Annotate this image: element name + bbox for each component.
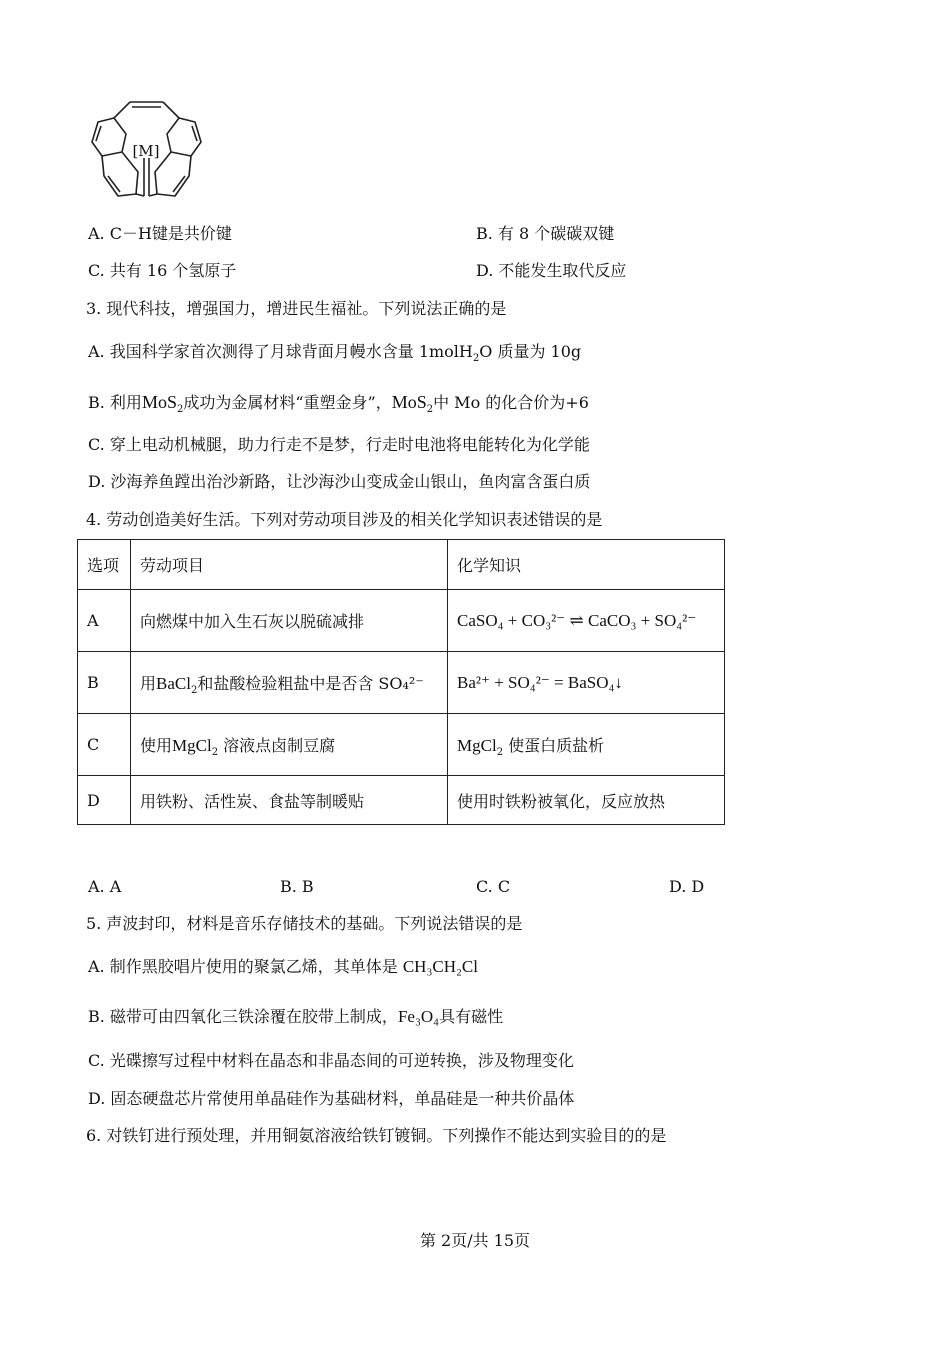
metal-label: [M] [132,142,160,160]
row-option: C [78,714,131,776]
page-footer: 第 2页/共 15页 [419,1231,531,1250]
table-row [78,590,725,652]
q4-answer-b: B. B [280,877,314,896]
q3-option-b: B. 利用MoS$_2$成功为金属材料“重塑金身”，MoS$_2$中 Mo 的化合价为+6 [88,392,589,416]
q2-option-a: A. C－H键是共价键 [88,224,232,243]
q5-option-d: D. 固态硬盘芯片常使用单晶硅作为基础材料，单晶硅是一种共价晶体 [88,1089,575,1108]
q6-stem: 6. 对铁钉进行预处理，并用铜氨溶液给铁钉镀铜。下列操作不能达到实验目的的是 [86,1126,667,1145]
row-project: 向燃煤中加入生石灰以脱硫减排 [131,590,448,652]
q4-stem: 4. 劳动创造美好生活。下列对劳动项目涉及的相关化学知识表述错误的是 [86,510,603,529]
table-row [78,714,725,776]
q5-option-c: C. 光碟擦写过程中材料在晶态和非晶态间的可逆转换，涉及物理变化 [88,1051,574,1070]
table-row [78,652,725,714]
q4-answer-a: A. A [88,877,122,896]
table-row [78,776,725,825]
row-knowledge: CaSO₄ + CO₃²⁻ ⇌ CaCO₃ + SO₄²⁻ [448,590,725,652]
header-option: 选项 [78,540,131,590]
row-knowledge: 使用时铁粉被氧化，反应放热 [448,776,725,825]
q2-option-b: B. 有 8 个碳碳双键 [476,224,615,243]
row-knowledge: Ba²⁺ + SO₄²⁻ = BaSO₄↓ [448,652,725,714]
row-knowledge: MgCl$_2$ 使蛋白质盐析 [448,714,725,776]
q2-option-c: C. 共有 16 个氢原子 [88,261,237,280]
q4-answer-d: D. D [669,877,705,896]
molecule-structure [86,92,210,210]
row-option: B [78,652,131,714]
q5-option-b: B. 磁带可由四氧化三铁涂覆在胶带上制成，Fe₃O₄具有磁性 [88,1007,504,1026]
q3-stem: 3. 现代科技，增强国力，增进民生福祉。下列说法正确的是 [86,299,507,318]
table-header-row [78,540,725,590]
q3-option-c: C. 穿上电动机械腿，助力行走不是梦，行走时电池将电能转化为化学能 [88,435,590,454]
row-project: 用铁粉、活性炭、食盐等制暖贴 [131,776,448,825]
row-project: 用BaCl$_2$和盐酸检验粗盐中是否含 SO₄²⁻ [131,652,448,714]
q4-table [77,539,725,825]
row-option: D [78,776,131,825]
q5-stem: 5. 声波封印，材料是音乐存储技术的基础。下列说法错误的是 [86,914,523,933]
q3-option-d: D. 沙海养鱼蹚出治沙新路，让沙海沙山变成金山银山，鱼肉富含蛋白质 [88,472,591,491]
q4-answer-c: C. C [476,877,511,896]
row-project: 使用MgCl$_2$ 溶液点卤制豆腐 [131,714,448,776]
q5-option-a: A. 制作黑胶唱片使用的聚氯乙烯，其单体是 CH₃CH₂Cl [88,957,478,976]
q3-option-a: A. 我国科学家首次测得了月球背面月幔水含量 1molH$_2$O 质量为 10g [88,342,582,365]
row-option: A [78,590,131,652]
q2-option-d: D. 不能发生取代反应 [476,261,627,280]
header-project: 劳动项目 [131,540,448,590]
header-knowledge: 化学知识 [448,540,725,590]
